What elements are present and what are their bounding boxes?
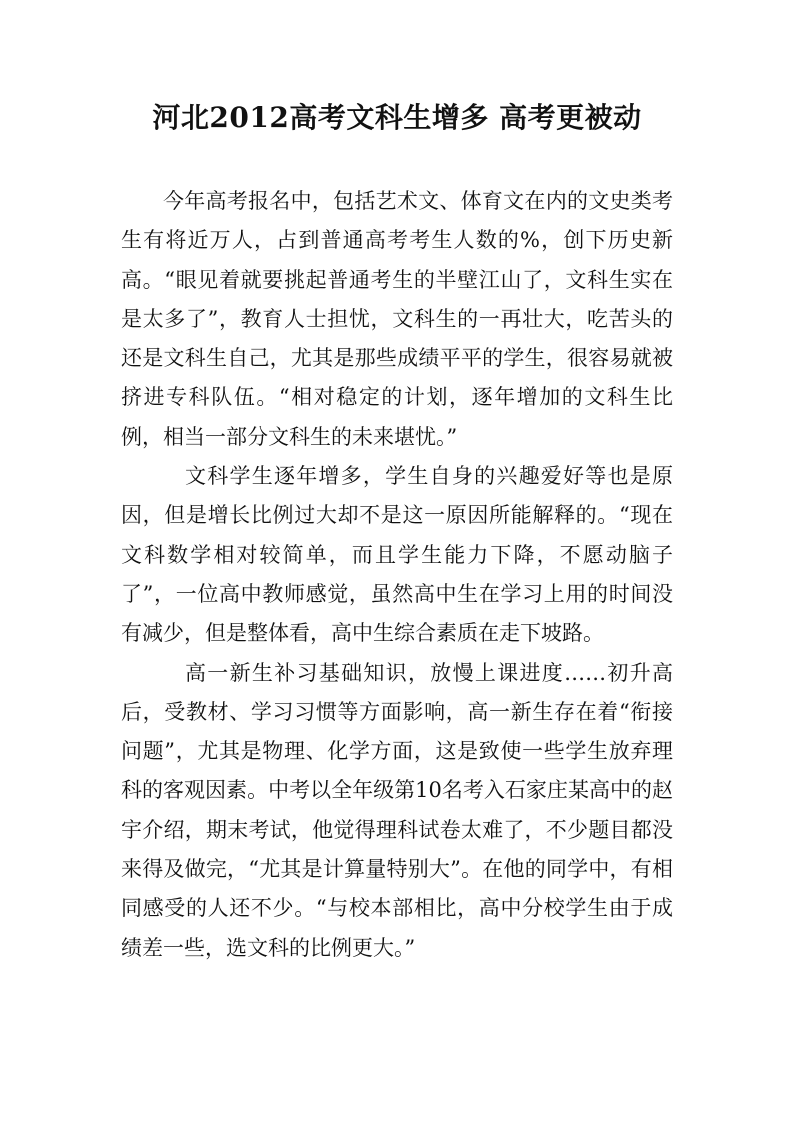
paragraph-2: 文科学生逐年增多，学生自身的兴趣爱好等也是原因，但是增长比例过大却不是这一原因所能解释的。“现在文科数学相对较简单，而且学生能力下降，不愿动脑子了”，一位高中教师感觉，虽然高中生在学习上用的时间没有减少，但是整体看，高中生综合素质在走下坡路。 bbox=[121, 464, 673, 646]
paragraph-3: 高一新生补习基础知识，放慢上课进度……初升高后，受教材、学习习惯等方面影响，高一新生存在着“衔接问题”，尤其是物理、化学方面，这是致使一些学生放弃理科的客观因素。中考以全年级第10名考入石家庄某高中的赵宇介绍，期末考试，他觉得理科试卷太难了，不少题目都没来得及做完，“尤其是计算量特别大”。在他的同学中，有相同感受的人还不少。“与校本部相比，高中分校学生由于成绩差一些，选文科的比例更大。” bbox=[121, 660, 673, 960]
paragraph-1: 今年高考报名中，包括艺术文、体育文在内的文史类考生有将近万人，占到普通高考考生人数的%，创下历史新高。“眼见着就要挑起普通考生的半壁江山了，文科生实在是太多了”，教育人士担忧，文科生的一再壮大，吃苦头的还是文科生自己，尤其是那些成绩平平的学生，很容易就被挤进专科队伍。“相对稳定的计划，逐年增加的文科生比例，相当一部分文科生的未来堪忧。” bbox=[121, 189, 673, 449]
document-title: 河北2012高考文科生增多 高考更被动 bbox=[152, 101, 642, 134]
document-body bbox=[121, 182, 673, 968]
